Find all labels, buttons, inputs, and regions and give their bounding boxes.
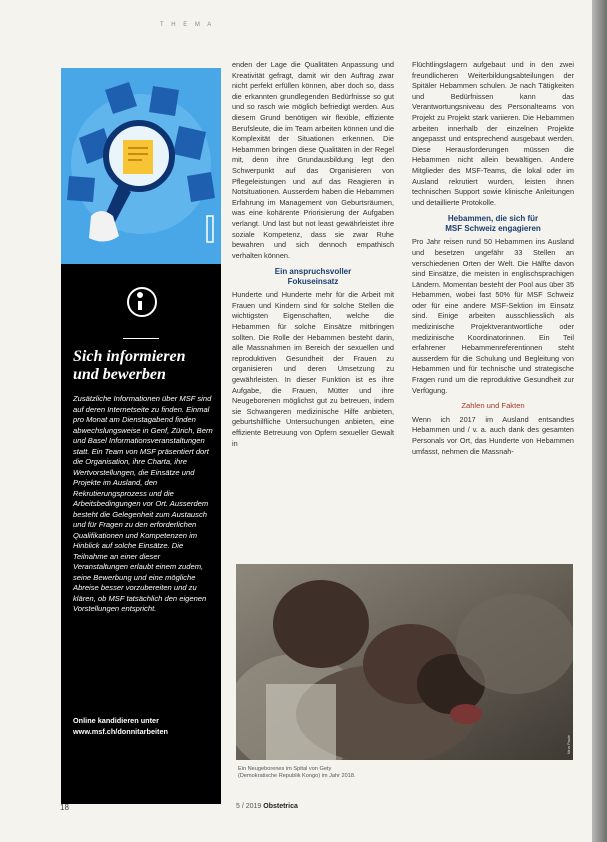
photo-caption [238,766,368,780]
info-icon [127,287,157,317]
article-column-1 [232,60,394,449]
info-icon-stem [138,301,142,310]
issue-number: 5 / 2019 [236,803,262,810]
side-print-text [48,120,54,280]
info-sidebar [61,68,221,804]
section-heading [232,267,394,287]
footer-issue [236,803,298,810]
cta-label: Online kandidieren unter [73,716,159,725]
heading-line: Fokuseinsatz [287,277,339,287]
sidebar-cta [73,715,215,737]
sidebar-title: Sich informieren und bewerben [73,348,186,383]
paragraph: Flüchtlingslagern aufgebaut und in den zwei freundlicheren Weiterbildungsabteilungen der Spitäler Hebammen schulen. Je nach Tätigkeiten und Bedürfnissen kann das Verantwortungsniveau des Personalteams von Projekt zu Projekt stark variieren. Die Hebammen arbeiten innerhalb der einzelnen Projekte angepasst und entsprechend ausgebaut werden. Diese Herausforderungen müssen die Hebammen nicht allein bewältigen. Andere Mitglieder des MSF-Teams, die lokal oder im Ausland rekrutiert wurden, leisten ihnen technischen Support sowie klinische Anleitungen und detaillierte Protokolle. [412,60,574,207]
heading-line: MSF Schweiz engagieren [445,224,541,234]
paragraph: enden der Lage die Qualitäten Anpassung und Kreativität gefragt, damit wir den Auftrag zwar nicht perfekt erfüllen können, aber doch so, dass die erkannten grundlegenden Bedürfnisse so gut und so rasch wie möglich befriedigt werden. Aus diesem Grund benötigen wir flexible, effiziente Berufsleute, die im Team arbeiten können und die Komplexität der Situationen erkennen. Die Hebammen bringen diese Qualitäten in der Regel mit, denn ihre Grundausbildung legt den Schwerpunkt auf das Organisieren von Pflegeleistungen und auf das Reagieren in Notsituationen. Ausserdem haben die Hebammen Erfahrung im Management von Geburtsräumen, was eine kohärente Priorisierung der Aufgaben verlangt. Und last but not least gewährleistet ihre soziale Kompetenz, dass sie zwar Ruhe bewahren und sich dennoch empathisch verhalten können. [232,60,394,260]
section-heading [412,214,574,234]
caption-line: Ein Neugeborenes im Spital von Gety [238,766,332,772]
subheading: Zahlen und Fakten [461,401,525,411]
newborn-photo [236,564,573,760]
photo-credit: Nina Pavle [566,735,571,755]
page-edge-shadow [592,0,607,842]
paragraph: Hunderte und Hunderte mehr für die Arbeit mit Frauen und Kindern sind für solche Stellen die wichtigsten Eigenschaften, welche die Hebammen für solche Einsätze mitbringen sollten. Die Rolle der Hebammen besteht darin, alle Massnahmen im Bereich der sexuellen und reproduktiven Gesundheit der Frauen zu organisieren und deren Umsetzung zu gewährleisten. In dieser Funktion ist es ihre Aufgabe, die Frauen, Mütter und ihre Neugeborenen möglichst gut zu betreuen, indem sie Schwangeren medizinische Hilfe anbieten, geburtshilfliche Untersuchungen anbieten, eine effiziente Betreuung von Opfern sexueller Gewalt in [232,290,394,448]
running-head: T H E M A [160,22,215,28]
cta-url: www.msf.ch/donnitarbeiten [73,727,169,736]
divider [123,338,159,339]
sidebar-body: Zusätzliche Informationen über MSF sind auf deren Internetseite zu finden. Einmal pro Monat am Dienstagabend finden abwechslungsweise in Genf, Zürich, Bern und Basel Informationsveranstaltungen statt. Ein Team von MSF präsentiert dort die Organisation, ihre Charta, ihre Wertvorstellungen, die Einsätze und Projekte im Ausland, den Rekrutierungsprozess und die Arbeitsbedingungen vor Ort. Ausserdem besteht die Gelegenheit zum Austausch und für Fragen zu den erforderlichen Qualifikationen und Kompetenzen im Hinblick auf solche Einsätze. Die Teilnahme an einer dieser Veranstaltungen erlaubt einem zudem, seine Bewerbung und eine mögliche Abreise besser vorzubereiten und zu klären, ob MSF tatsächlich den eigenen Vorstellungen entspricht. [73,394,213,613]
heading-line: Ein anspruchsvoller [274,267,352,277]
article-column-2 [412,60,574,457]
magazine-name: Obstetrica [263,803,298,810]
heading-line: Hebammen, die sich für [447,214,539,224]
paragraph: Wenn ich 2017 im Ausland entsandtes Hebammen und / v. a. auch dank des gesamten Personals vor Ort, das Hunderte von Hebammen umfasst, nehmen die Massnah- [412,414,574,456]
paragraph: Pro Jahr reisen rund 50 Hebammen ins Ausland und besetzen ungefähr 33 Stellen an verschiedenen Orten der Welt. Die Hälfte davon sind Einsätze, die meisten in englischsprachigen Ländern. Momentan besteht der Pool aus über 35 Hebammen, wobei fast 50% für MSF Schweiz oder für eine andere MSF-Sektion im Einsatz sind. Einige arbeiten ausschliesslich als medizinische Projektverantwortliche oder medizinische Koordinatorinnen. Ein Teil erfahrener Hebammenreferentinnen steht ausserdem für die Schulung und Begleitung von Hebammen und für technische und strategische Fragen rund um die reproduktive Gesundheit zur Verfügung. [412,237,574,395]
info-icon-dot [137,292,143,298]
page-number: 18 [60,803,69,812]
search-documents-illustration [61,68,221,264]
caption-line: (Demokratische Republik Kongo) im Jahr 2018. [238,773,356,779]
